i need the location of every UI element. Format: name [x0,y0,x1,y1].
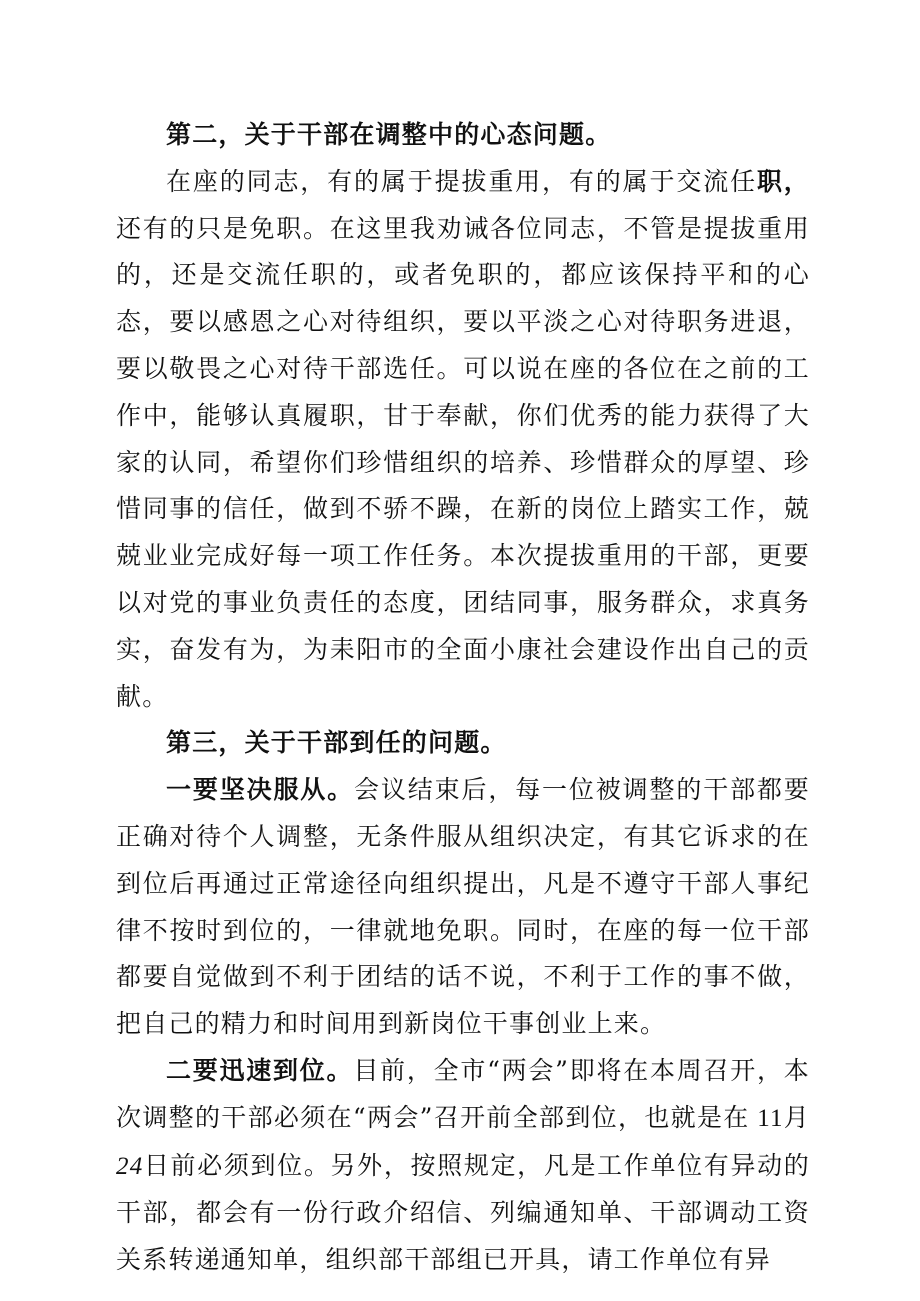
paragraph-text: 日前必须到位。另外，按照规定，凡是工作单位有异动的干部，都会有一份行政介绍信、列编通知单、干部调动工资关系转递通知单，组织部干部组已开具，请工作单位有异 [116,1150,810,1275]
paragraph-text: 还有的只是免职。在这里我劝诫各位同志，不管是提拔重用的，还是交流任职的，或者免职的，都应该保持平和的心态，要以感恩之心对待组织，要以平淡之心对待职务进退，要以敬畏之心对待干部选任。可以说在座的各位在之前的工作中，能够认真履职，甘于奉献，你们优秀的能力获得了大家的认同，希望你们珍惜组织的培养、珍惜群众的厚望、珍惜同事的信任，做到不骄不躁，在新的岗位上踏实工作，兢兢业业完成好每一项工作任务。本次提拔重用的干部，更要以对党的事业负责任的态度，团结同事，服务群众，求真务实，奋发有为，为耒阳市的全面小康社会建设作出自己的贡献。 [116,213,810,711]
paragraph-arrive [116,1048,810,1284]
paragraph-text: 在座的同志，有的属于提拔重用，有的属于交流任 [166,166,757,196]
date-month [750,1105,784,1132]
paragraph-text: 目前，全市“两会”即将在本周召开，本次调整的干部必须在“两会”召开前全部到位，也就是在 [116,1055,810,1132]
date-month-value: 11 [757,1104,784,1132]
document-body [116,112,810,1284]
paragraph-text: 会议结束后，每一位被调整的干部都要正确对待个人调整，无条件服从组织决定，有其它诉求的在到位后再通过正常途径向组织提出，凡是不遵守干部人事纪律不按时到位的，一律就地免职。同时，在座的每一位干部都要自觉做到不利于团结的话不说，不利于工作的事不做，把自己的精力和时间用到新岗位干事创业上来。 [116,775,810,1039]
paragraph-obey [116,767,810,1048]
paragraph-text: 月 [783,1102,810,1132]
section-heading-3: 第三，关于干部到任的问题。 [166,728,507,758]
section-heading-2: 第二，关于干部在调整中的心态问题。 [166,120,612,149]
paragraph-mindset [116,159,810,721]
date-day: 24 [116,1152,144,1180]
point-lead: 一要坚决服从。 [166,775,355,805]
point-lead: 二要迅速到位。 [166,1055,354,1085]
emphasis-text: 职， [756,166,810,196]
